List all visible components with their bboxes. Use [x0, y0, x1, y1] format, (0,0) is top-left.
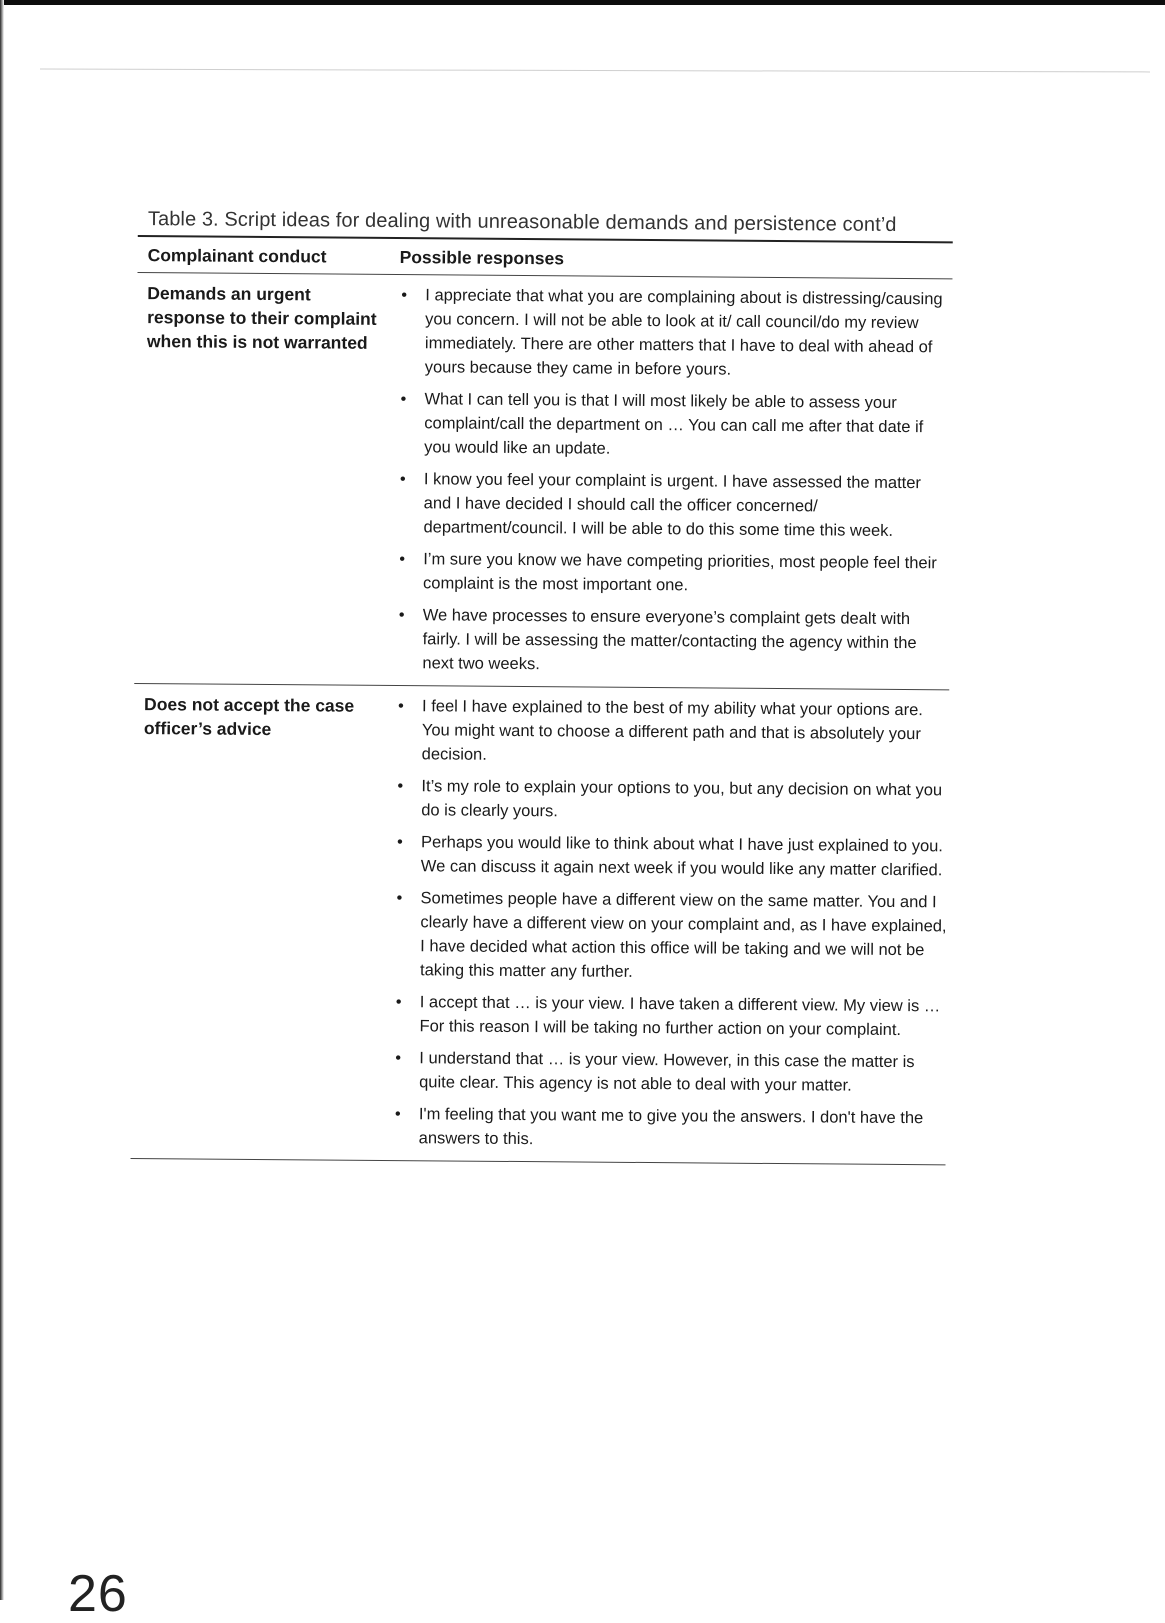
response-text: I know you feel your complaint is urgent. I have assessed the matter and I have decided I should call the officer concerned/ department/council. I will be able to do this some time this week. [423, 469, 922, 540]
response-item [394, 886, 948, 986]
conduct-cell: Demands an urgent response to their complaint when this is not warranted [146, 282, 377, 353]
responses-list [393, 694, 950, 1154]
response-item [393, 1046, 946, 1098]
header-possible-responses: Possible responses [399, 246, 565, 268]
response-text: Sometimes people have a different view on the same matter. You and I clearly have a different view on your complaint and, as I have explained, I have decided what action this office will be taking and we will not be taking this matter any further. [419, 888, 947, 981]
response-item [397, 467, 951, 543]
bullet-icon: • [398, 696, 404, 715]
header-complainant-conduct: Complainant conduct [147, 244, 327, 267]
response-text: Perhaps you would like to think about what I have just explained to you. We can discuss it again next week if you would like any matter clarified. [420, 832, 944, 879]
response-text: I accept that … is your view. I have taken a different view. My view is … For this reason I will be taking no further action on your complaint. [419, 992, 941, 1039]
table-row [134, 273, 952, 689]
response-text: It’s my role to explain your options to you, but any decision on what you do is clearly yours. [421, 776, 943, 820]
response-item [393, 990, 946, 1042]
response-item [395, 830, 948, 882]
table-caption: Table 3. Script ideas for dealing with unreasonable demands and persistence cont’d [147, 208, 897, 236]
bullet-icon: • [396, 888, 403, 907]
bullet-icon: • [399, 469, 406, 488]
response-item [398, 387, 952, 463]
response-item [393, 1102, 946, 1154]
response-item [397, 547, 950, 599]
scan-top-edge [0, 0, 1165, 5]
bullet-icon: • [397, 776, 404, 795]
response-item [396, 603, 950, 679]
bullet-icon: • [395, 1048, 402, 1067]
scan-left-edge [0, 0, 4, 1600]
bullet-icon: • [394, 1104, 401, 1123]
bullet-icon: • [400, 389, 407, 408]
bullet-icon: • [396, 832, 403, 851]
response-text: I’m sure you know we have competing priorities, most people feel their complaint is the most important one. [422, 549, 937, 594]
bullet-icon: • [395, 992, 402, 1011]
page-header-rule [40, 69, 1150, 73]
responses-list [396, 283, 952, 679]
response-text: We have processes to ensure everyone’s complaint gets dealt with fairly. I will be assessing the matter/contacting the agency within the next two weeks. [422, 605, 917, 673]
response-item [399, 283, 953, 383]
response-item [395, 774, 948, 826]
response-text: I understand that … is your view. However, in this case the matter is quite clear. This agency is not able to deal with your matter. [419, 1048, 915, 1095]
table-row [131, 684, 950, 1164]
bullet-icon: • [398, 605, 405, 624]
table-3 [131, 208, 953, 1165]
page-number: 26 [68, 1565, 128, 1623]
response-text: I appreciate that what you are complaining about is distressing/causing you concern. I will not be able to look at it/ call council/do my review immediately. There are other matters that I have to deal with ahead of yours because they came in before yours. [424, 285, 943, 379]
response-text: I'm feeling that you want me to give you the answers. I don't have the answers to this. [418, 1104, 924, 1148]
conduct-cell: Does not accept the case officer’s advice [143, 693, 355, 739]
bullet-icon: • [399, 549, 406, 568]
response-item [396, 694, 950, 770]
response-text: I feel I have explained to the best of my ability what your options are. You might want to choose a different path and that is absolutely your decision. [421, 696, 923, 764]
response-text: What I can tell you is that I will most likely be able to assess your complaint/call the department on … You can call me after that date if you would like an update. [424, 389, 924, 458]
bullet-icon: • [401, 285, 408, 304]
